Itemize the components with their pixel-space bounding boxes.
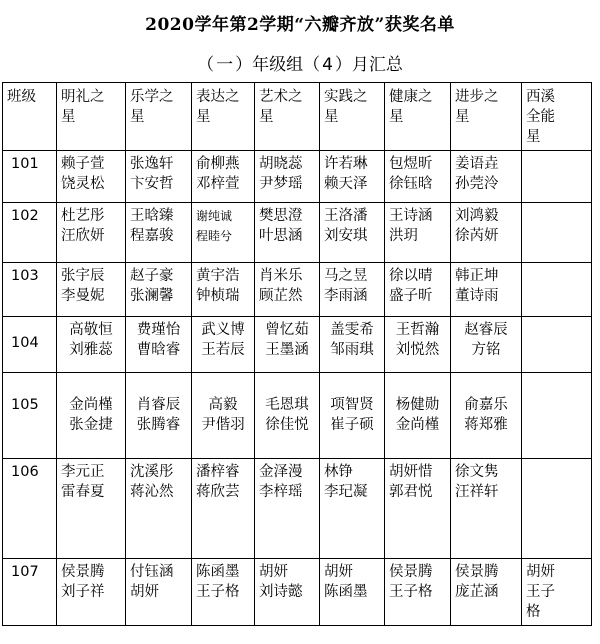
names-cell — [385, 263, 451, 317]
student-name: 尹梦瑶 — [259, 176, 303, 192]
student-name: 刘安琪 — [324, 228, 368, 244]
student-name: 金尚槿 — [69, 397, 113, 413]
subtitle-grade: 一 — [216, 55, 234, 75]
names-cell — [451, 317, 522, 373]
names-cell — [522, 317, 592, 373]
student-name: 姜语垚 — [455, 156, 499, 172]
student-name: 胡妍 — [130, 584, 159, 600]
student-name: 尹偕羽 — [201, 417, 245, 433]
class-cell: 107 — [3, 559, 57, 626]
names-cell — [385, 151, 451, 203]
student-name: 程嘉骏 — [130, 228, 174, 244]
student-name: 王哲瀚 — [395, 322, 440, 338]
student-name: 曹晗睿 — [136, 342, 181, 358]
header-text: 星 — [61, 109, 76, 125]
class-cell: 101 — [3, 151, 57, 203]
header-category — [192, 83, 255, 151]
student-name: 刘诗懿 — [259, 584, 303, 600]
header-text: 星 — [389, 109, 404, 125]
names-cell — [451, 263, 522, 317]
student-name: 高敬恒 — [69, 322, 113, 338]
header-text: 健康之 — [389, 89, 433, 105]
student-name: 黄宇浩 — [196, 268, 240, 284]
student-name: 蒋沁然 — [130, 484, 174, 500]
header-category — [522, 83, 592, 151]
header-category — [385, 83, 451, 151]
names-cell — [320, 559, 385, 626]
names-cell — [320, 203, 385, 263]
student-name: 董诗雨 — [455, 288, 499, 304]
student-name: 侯景腾 — [389, 564, 433, 580]
student-name: 沈溪彤 — [130, 464, 174, 480]
header-category — [451, 83, 522, 151]
student-name: 方铭 — [471, 342, 501, 358]
names-cell — [255, 373, 320, 459]
student-name: 毛恩琪 — [265, 397, 309, 413]
student-name: 郭君悦 — [389, 484, 433, 500]
student-name: 马之昱 — [324, 268, 368, 284]
names-cell — [57, 373, 126, 459]
student-name: 徐芮妍 — [455, 228, 499, 244]
student-name: 张宇辰 — [61, 268, 105, 284]
student-name: 张澜馨 — [130, 288, 174, 304]
student-name: 王子格 — [389, 584, 433, 600]
subtitle-grade-suffix: ）年级组（ — [235, 55, 321, 75]
names-cell — [522, 151, 592, 203]
student-name: 胡妍 — [526, 564, 555, 580]
names-cell — [451, 373, 522, 459]
table-row — [3, 317, 592, 373]
names-cell — [192, 203, 255, 263]
student-name: 刘子祥 — [61, 584, 105, 600]
student-name: 雷春夏 — [61, 484, 105, 500]
student-name: 曾忆茹 — [265, 322, 309, 338]
student-name: 李玘凝 — [324, 484, 368, 500]
student-name: 张腾睿 — [136, 417, 181, 433]
student-name: 潘梓睿 — [196, 464, 240, 480]
names-cell — [255, 559, 320, 626]
student-name: 侯景腾 — [61, 564, 105, 580]
header-category — [320, 83, 385, 151]
student-name: 俞嘉乐 — [464, 397, 508, 413]
names-cell — [255, 203, 320, 263]
student-name: 陈函墨 — [196, 564, 240, 580]
student-name: 王若辰 — [201, 342, 245, 358]
student-name: 庞芷涵 — [455, 584, 499, 600]
table-body — [3, 151, 592, 626]
student-name: 费瑾怡 — [136, 322, 181, 338]
student-name: 崔子硕 — [330, 417, 374, 433]
student-name: 高毅 — [208, 397, 238, 413]
header-text: 星 — [455, 109, 470, 125]
names-cell — [320, 317, 385, 373]
header-text: 班级 — [7, 89, 36, 105]
names-cell — [255, 317, 320, 373]
student-name: 武义博 — [201, 322, 245, 338]
names-cell — [57, 151, 126, 203]
names-cell — [126, 459, 192, 559]
student-name: 赵子豪 — [130, 268, 174, 284]
header-class — [3, 83, 57, 151]
student-name: 杜艺彤 — [61, 208, 105, 224]
table-row — [3, 373, 592, 459]
student-name: 韩正坤 — [455, 268, 499, 284]
names-cell — [57, 459, 126, 559]
student-name: 王子 — [526, 584, 555, 600]
student-name: 徐以晴 — [389, 268, 433, 284]
class-cell: 105 — [3, 373, 57, 459]
table-row — [3, 203, 592, 263]
header-category — [126, 83, 192, 151]
student-name: 肖米乐 — [259, 268, 303, 284]
student-name: 肖睿辰 — [136, 397, 181, 413]
table-row — [3, 459, 592, 559]
student-name: 汪欣妍 — [61, 228, 105, 244]
names-cell — [126, 559, 192, 626]
student-name: 谢纯诚 — [196, 209, 233, 223]
student-name: 饶灵松 — [61, 176, 105, 192]
names-cell — [320, 459, 385, 559]
student-name: 赵睿辰 — [464, 322, 508, 338]
student-name: 徐文隽 — [455, 464, 499, 480]
student-name: 王诗涵 — [389, 208, 433, 224]
names-cell — [451, 203, 522, 263]
table-row — [3, 559, 592, 626]
student-name: 洪玥 — [389, 228, 418, 244]
header-text: 全能 — [526, 109, 555, 125]
student-name: 侯景腾 — [455, 564, 499, 580]
header-text: 星 — [526, 129, 541, 145]
student-name: 李曼妮 — [61, 288, 105, 304]
header-text: 星 — [130, 109, 145, 125]
names-cell — [385, 317, 451, 373]
names-cell — [57, 317, 126, 373]
subtitle-month: 4 — [322, 55, 333, 75]
student-name: 钟桢瑞 — [196, 288, 240, 304]
student-name: 叶思涵 — [259, 228, 303, 244]
student-name: 徐钰晗 — [389, 176, 433, 192]
names-cell — [57, 263, 126, 317]
names-cell — [522, 373, 592, 459]
header-text: 西溪 — [526, 89, 555, 105]
subtitle-open: （ — [197, 55, 215, 75]
table-row — [3, 151, 592, 203]
student-name: 许若琳 — [324, 156, 368, 172]
student-name: 李梓瑶 — [259, 484, 303, 500]
names-cell — [522, 203, 592, 263]
student-name: 胡妍惜 — [389, 464, 433, 480]
student-name: 刘鸿毅 — [455, 208, 499, 224]
names-cell — [126, 373, 192, 459]
student-name: 赖天泽 — [324, 176, 368, 192]
header-text: 进步之 — [455, 89, 499, 105]
student-name: 邹雨琪 — [330, 342, 374, 358]
student-name: 王洛潘 — [324, 208, 368, 224]
student-name: 蒋欣芸 — [196, 484, 240, 500]
student-name: 王晗臻 — [130, 208, 174, 224]
names-cell — [385, 459, 451, 559]
names-cell — [57, 203, 126, 263]
student-name: 胡妍 — [259, 564, 288, 580]
names-cell — [57, 559, 126, 626]
student-name: 陈函墨 — [324, 584, 368, 600]
names-cell — [192, 151, 255, 203]
header-text: 乐学之 — [130, 89, 174, 105]
header-category — [57, 83, 126, 151]
student-name: 张金捷 — [69, 417, 113, 433]
student-name: 蒋郑雅 — [464, 417, 508, 433]
student-name: 刘悦然 — [395, 342, 440, 358]
student-name: 项智贤 — [330, 397, 374, 413]
student-name: 李雨涵 — [324, 288, 368, 304]
names-cell — [192, 317, 255, 373]
names-cell — [451, 559, 522, 626]
student-name: 汪祥轩 — [455, 484, 499, 500]
student-name: 李元正 — [61, 464, 105, 480]
student-name: 赖子萱 — [61, 156, 105, 172]
names-cell — [522, 559, 592, 626]
names-cell — [522, 263, 592, 317]
names-cell — [126, 263, 192, 317]
student-name: 胡妍 — [324, 564, 353, 580]
names-cell — [385, 559, 451, 626]
names-cell — [255, 263, 320, 317]
award-table — [2, 82, 592, 626]
student-name: 王子格 — [196, 584, 240, 600]
class-cell: 104 — [3, 317, 57, 373]
header-text: 星 — [324, 109, 339, 125]
names-cell — [126, 317, 192, 373]
names-cell — [192, 263, 255, 317]
student-name: 盖雯希 — [330, 322, 374, 338]
student-name: 杨健勋 — [395, 397, 440, 413]
subtitle-month-suffix: ）月汇总 — [334, 55, 403, 75]
student-name: 孙莞泠 — [455, 176, 499, 192]
names-cell — [385, 373, 451, 459]
names-cell — [255, 151, 320, 203]
header-category — [255, 83, 320, 151]
class-cell: 102 — [3, 203, 57, 263]
student-name: 金泽漫 — [259, 464, 303, 480]
names-cell — [126, 203, 192, 263]
names-cell — [320, 263, 385, 317]
student-name: 顾芷然 — [259, 288, 303, 304]
page-title: 2020学年第2学期“六瓣齐放”获奖名单 — [145, 15, 455, 35]
header-text: 表达之 — [196, 89, 240, 105]
header-text: 星 — [259, 109, 274, 125]
header-text: 星 — [196, 109, 211, 125]
student-name: 张逸轩 — [130, 156, 174, 172]
names-cell — [255, 459, 320, 559]
student-name: 盛子昕 — [389, 288, 433, 304]
names-cell — [320, 151, 385, 203]
student-name: 樊思澄 — [259, 208, 303, 224]
student-name: 俞柳燕 — [196, 156, 240, 172]
student-name: 金尚槿 — [395, 417, 440, 433]
header-row — [3, 83, 592, 151]
class-cell: 103 — [3, 263, 57, 317]
student-name: 程睦兮 — [196, 229, 233, 243]
student-name: 林铮 — [324, 464, 353, 480]
student-name: 付钰涵 — [130, 564, 174, 580]
table-row — [3, 263, 592, 317]
header-text: 明礼之 — [61, 89, 105, 105]
student-name: 包煜昕 — [389, 156, 433, 172]
student-name: 王墨涵 — [265, 342, 309, 358]
class-cell: 106 — [3, 459, 57, 559]
student-name: 刘雅蕊 — [69, 342, 113, 358]
names-cell — [385, 203, 451, 263]
student-name: 格 — [526, 604, 541, 620]
names-cell — [320, 373, 385, 459]
header-text: 实践之 — [324, 89, 368, 105]
student-name: 徐佳悦 — [265, 417, 309, 433]
names-cell — [451, 151, 522, 203]
header-text: 艺术之 — [259, 89, 303, 105]
student-name: 胡晓蕊 — [259, 156, 303, 172]
names-cell — [192, 559, 255, 626]
names-cell — [451, 459, 522, 559]
student-name: 邓梓萱 — [196, 176, 240, 192]
page-subtitle — [0, 50, 600, 75]
names-cell — [522, 459, 592, 559]
names-cell — [126, 151, 192, 203]
student-name: 卞安哲 — [130, 176, 174, 192]
names-cell — [192, 373, 255, 459]
names-cell — [192, 459, 255, 559]
